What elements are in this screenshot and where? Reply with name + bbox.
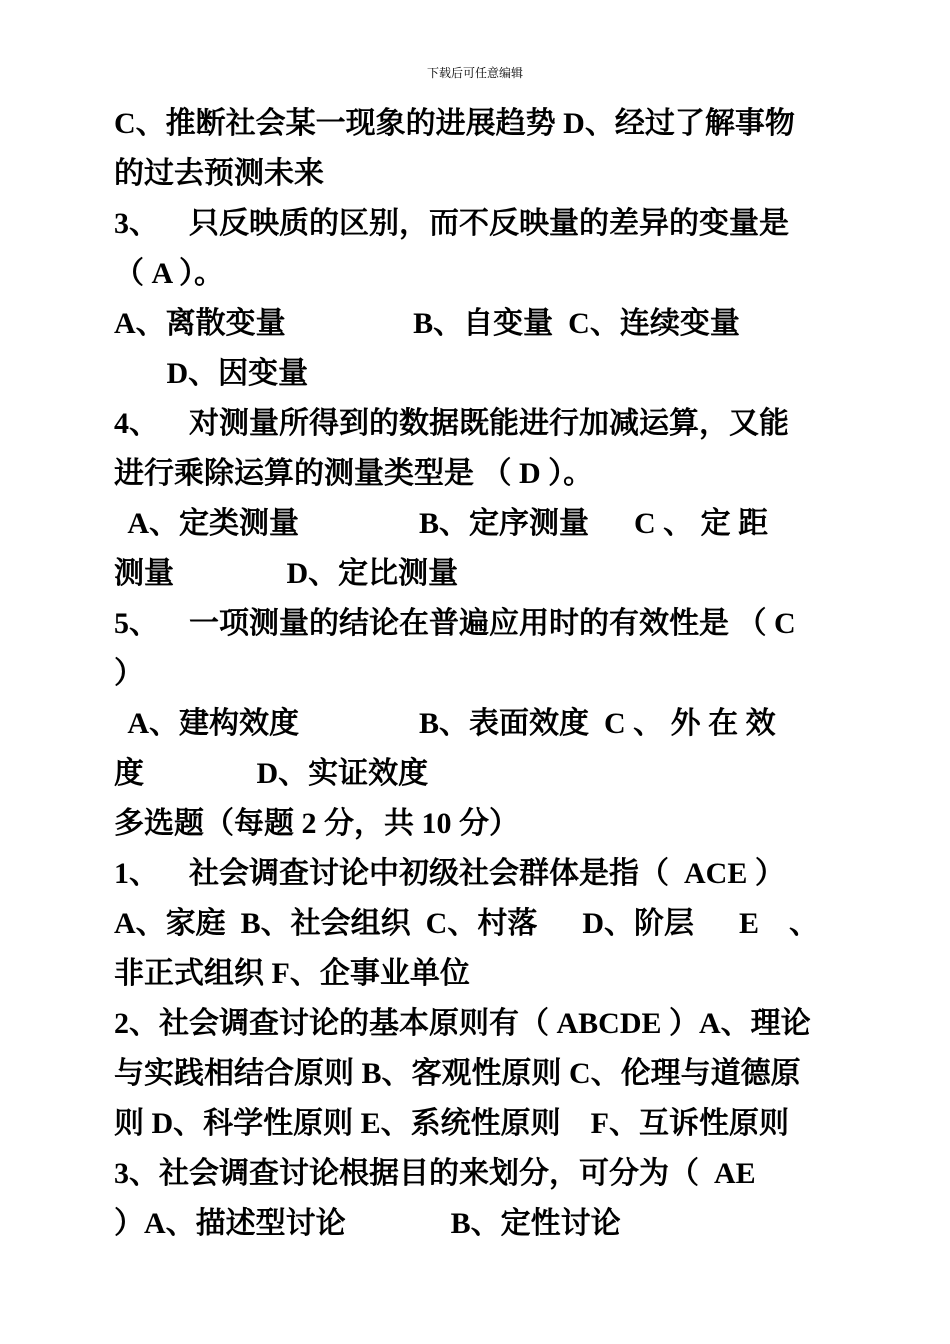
- options-line: ）A、描述型讨论 B、定性讨论: [114, 1207, 621, 1240]
- text-line: 进行乘除运算的测量类型是 （ D ）。: [114, 457, 594, 490]
- question-3: 3、 只反映质的区别，而不反映量的差异的变量是: [114, 207, 789, 240]
- text-line: 则 D、科学性原则 E、系统性原则 F、互诉性原则: [114, 1107, 789, 1140]
- text-line: ）: [114, 657, 144, 690]
- multi-question-3: 3、社会调查讨论根据目的来划分，可分为（ AE: [114, 1157, 756, 1190]
- options-line: A、建构效度 B、表面效度 C 、 外 在 效: [114, 707, 776, 740]
- multi-question-1: 1、 社会调查讨论中初级社会群体是指（ ACE ）: [114, 857, 785, 890]
- text-line: C、推断社会某一现象的进展趋势 D、经过了解事物: [114, 107, 795, 140]
- text-line: 的过去预测未来: [114, 157, 324, 190]
- options-line: 非正式组织 F、企事业单位: [114, 957, 470, 990]
- options-line: 度 D、实证效度: [114, 757, 429, 790]
- options-line: 测量 D、定比测量: [114, 557, 459, 590]
- text-line: 与实践相结合原则 B、客观性原则 C、伦理与道德原: [114, 1057, 801, 1090]
- question-4: 4、 对测量所得到的数据既能进行加减运算，又能: [114, 407, 789, 440]
- options-line: A、定类测量 B、定序测量 C 、 定 距: [114, 507, 769, 540]
- options-line: A、家庭 B、社会组织 C、村落 D、阶层 E 、: [114, 907, 820, 940]
- page-header: 下载后可任意编辑: [426, 66, 523, 80]
- options-line: D、因变量: [114, 357, 309, 390]
- section-heading: 多选题（每题 2 分，共 10 分）: [114, 807, 519, 840]
- text-line: （ A ）。: [114, 257, 225, 290]
- multi-question-2: 2、社会调查讨论的基本原则有（ ABCDE ）A、理论: [114, 1007, 811, 1040]
- question-5: 5、 一项测量的结论在普遍应用时的有效性是 （ C: [114, 607, 796, 640]
- options-line: A、离散变量 B、自变量 C、连续变量: [114, 307, 740, 340]
